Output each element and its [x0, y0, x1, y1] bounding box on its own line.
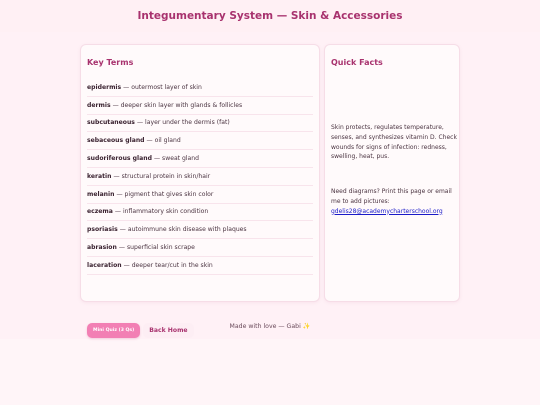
- key-terms-list: [87, 79, 313, 275]
- term-name: subcutaneous: [87, 119, 135, 127]
- term-row: [87, 150, 313, 168]
- page-header: [0, 0, 540, 32]
- page-title: Integumentary System — Skin & Accessories: [137, 10, 403, 22]
- term-definition: sweat gland: [162, 155, 200, 163]
- term-separator: —: [116, 190, 123, 198]
- term-name: epidermis: [87, 83, 122, 91]
- term-row: [87, 79, 313, 97]
- term-definition: superficial skin scrape: [126, 244, 195, 252]
- quick-facts-contact: [331, 187, 457, 216]
- term-definition: oil gland: [154, 137, 181, 145]
- email-link[interactable]: gdelis28@academycharterschool.org: [331, 207, 443, 215]
- term-row: [87, 204, 313, 222]
- term-row: [87, 115, 313, 133]
- term-definition: deeper tear/cut in the skin: [131, 261, 213, 269]
- term-row: [87, 257, 313, 275]
- term-separator: —: [123, 83, 130, 91]
- term-separator: —: [119, 226, 126, 234]
- term-row: [87, 221, 313, 239]
- back-home-button[interactable]: Back Home: [143, 323, 193, 338]
- term-definition: outermost layer of skin: [131, 83, 202, 91]
- term-row: [87, 97, 313, 115]
- quick-facts-title: Quick Facts: [331, 58, 383, 67]
- term-separator: —: [112, 101, 119, 109]
- key-terms-title: Key Terms: [87, 58, 134, 67]
- term-name: melanin: [87, 190, 115, 198]
- term-definition: layer under the dermis (fat): [145, 119, 230, 127]
- term-name: laceration: [87, 261, 122, 269]
- term-separator: —: [114, 208, 121, 216]
- term-separator: —: [113, 172, 120, 180]
- term-row: [87, 239, 313, 257]
- term-name: sudoriferous gland: [87, 155, 152, 163]
- mini-quiz-button[interactable]: Mini Quiz (3 Qs): [87, 323, 140, 338]
- term-definition: autoimmune skin disease with plaques: [127, 226, 247, 234]
- term-name: dermis: [87, 101, 111, 109]
- term-row: [87, 132, 313, 150]
- term-definition: pigment that gives skin color: [124, 190, 214, 198]
- term-name: eczema: [87, 208, 113, 216]
- term-separator: —: [123, 261, 130, 269]
- term-definition: deeper skin layer with glands & follicles: [120, 101, 243, 109]
- term-row: [87, 186, 313, 204]
- term-name: abrasion: [87, 244, 117, 252]
- quick-facts-text: Skin protects, regulates temperature, senses, and synthesizes vitamin D. Check wounds for signs of infection: redness, swelling, heat, pus.: [331, 124, 457, 161]
- term-separator: —: [146, 137, 153, 145]
- term-name: psoriasis: [87, 226, 118, 234]
- term-separator: —: [118, 244, 125, 252]
- footer: Made with love — Gabi ✨: [229, 323, 311, 330]
- term-name: sebaceous gland: [87, 137, 145, 145]
- term-separator: —: [136, 119, 144, 127]
- term-definition: structural protein in skin/hair: [121, 172, 211, 180]
- term-row: [87, 168, 313, 186]
- term-separator: —: [153, 155, 161, 163]
- term-definition: inflammatory skin condition: [122, 208, 209, 216]
- quick-facts-card: [324, 44, 460, 302]
- contact-text: Need diagrams? Print this page or email me to add pictures:: [331, 188, 452, 205]
- term-name: keratin: [87, 172, 112, 180]
